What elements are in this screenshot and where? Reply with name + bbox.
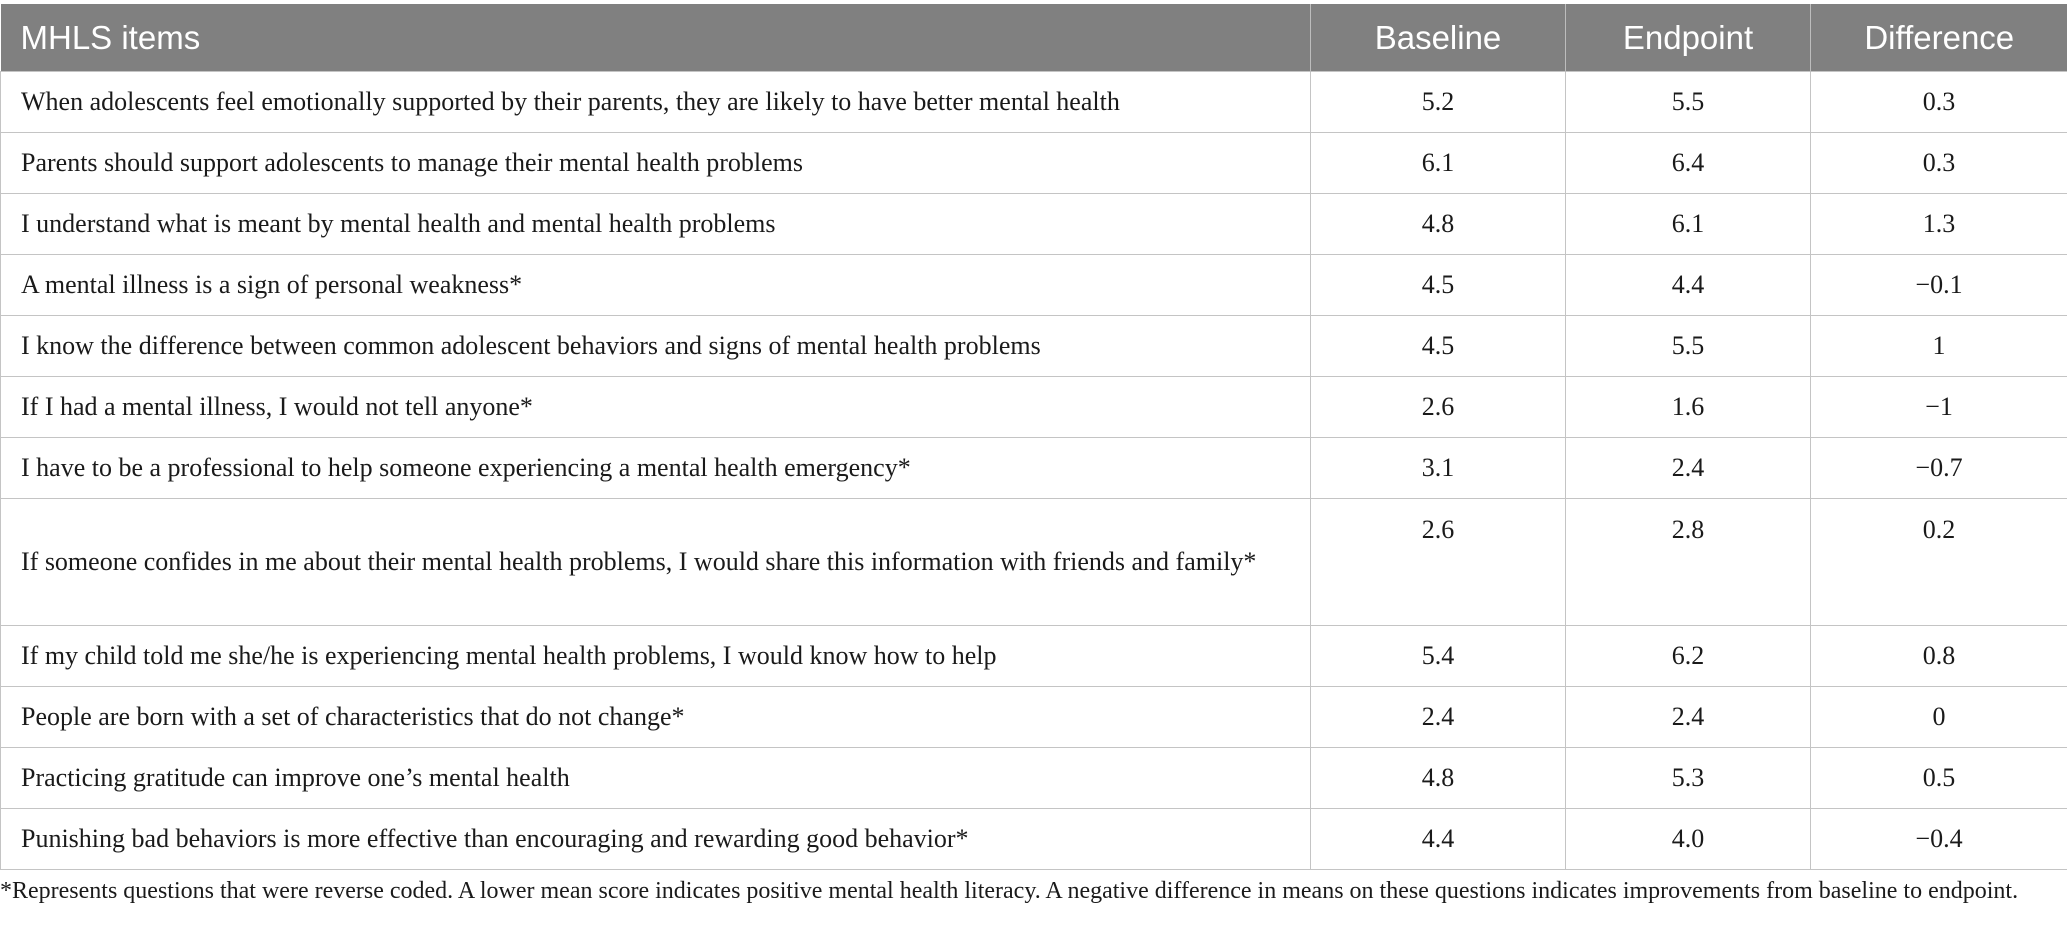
table-header-row [1,4,2067,72]
endpoint-cell: 4.0 [1566,809,1811,870]
table-row [1,255,2067,316]
item-cell: If someone confides in me about their mental health problems, I would share this information with friends and family* [1,499,1311,626]
item-cell: If I had a mental illness, I would not tell anyone* [1,377,1311,438]
difference-cell: 1 [1811,316,2067,377]
baseline-cell: 5.2 [1311,72,1566,133]
difference-cell: 0.5 [1811,748,2067,809]
mhls-table [0,4,2067,870]
item-cell: A mental illness is a sign of personal weakness* [1,255,1311,316]
difference-cell: −1 [1811,377,2067,438]
table-row [1,316,2067,377]
endpoint-cell: 5.3 [1566,748,1811,809]
endpoint-cell: 6.4 [1566,133,1811,194]
endpoint-cell: 2.4 [1566,687,1811,748]
table-row [1,626,2067,687]
table-row [1,809,2067,870]
endpoint-cell: 1.6 [1566,377,1811,438]
baseline-cell: 2.6 [1311,377,1566,438]
item-cell: If my child told me she/he is experiencing mental health problems, I would know how to help [1,626,1311,687]
difference-cell: −0.4 [1811,809,2067,870]
table-row [1,687,2067,748]
endpoint-cell: 2.8 [1566,499,1811,626]
table-row [1,377,2067,438]
baseline-cell: 4.8 [1311,748,1566,809]
header-endpoint: Endpoint [1566,4,1811,72]
item-cell: Practicing gratitude can improve one’s mental health [1,748,1311,809]
difference-cell: 0.3 [1811,133,2067,194]
difference-cell: 0.8 [1811,626,2067,687]
baseline-cell: 4.4 [1311,809,1566,870]
item-cell: I understand what is meant by mental health and mental health problems [1,194,1311,255]
baseline-cell: 6.1 [1311,133,1566,194]
difference-cell: 0 [1811,687,2067,748]
table-footnote: *Represents questions that were reverse coded. A lower mean score indicates positive mental health literacy. A negative difference in means on these questions indicates improvements from baseline to endpoint. [0,878,2019,904]
baseline-cell: 3.1 [1311,438,1566,499]
table-row [1,133,2067,194]
header-mhls-items: MHLS items [1,4,1311,72]
difference-cell: −0.7 [1811,438,2067,499]
table-row [1,194,2067,255]
endpoint-cell: 6.1 [1566,194,1811,255]
baseline-cell: 5.4 [1311,626,1566,687]
header-difference: Difference [1811,4,2067,72]
item-cell: People are born with a set of characteristics that do not change* [1,687,1311,748]
difference-cell: 1.3 [1811,194,2067,255]
baseline-cell: 4.5 [1311,316,1566,377]
item-cell: I have to be a professional to help someone experiencing a mental health emergency* [1,438,1311,499]
endpoint-cell: 4.4 [1566,255,1811,316]
table-row [1,72,2067,133]
header-baseline: Baseline [1311,4,1566,72]
item-cell: I know the difference between common adolescent behaviors and signs of mental health problems [1,316,1311,377]
baseline-cell: 4.8 [1311,194,1566,255]
endpoint-cell: 6.2 [1566,626,1811,687]
difference-cell: −0.1 [1811,255,2067,316]
baseline-cell: 4.5 [1311,255,1566,316]
item-cell: When adolescents feel emotionally supported by their parents, they are likely to have better mental health [1,72,1311,133]
table-row [1,438,2067,499]
table-row [1,748,2067,809]
item-cell: Punishing bad behaviors is more effective than encouraging and rewarding good behavior* [1,809,1311,870]
difference-cell: 0.3 [1811,72,2067,133]
item-cell: Parents should support adolescents to manage their mental health problems [1,133,1311,194]
endpoint-cell: 2.4 [1566,438,1811,499]
baseline-cell: 2.4 [1311,687,1566,748]
table-row [1,499,2067,626]
baseline-cell: 2.6 [1311,499,1566,626]
table-container [0,4,2067,870]
endpoint-cell: 5.5 [1566,72,1811,133]
difference-cell: 0.2 [1811,499,2067,626]
endpoint-cell: 5.5 [1566,316,1811,377]
